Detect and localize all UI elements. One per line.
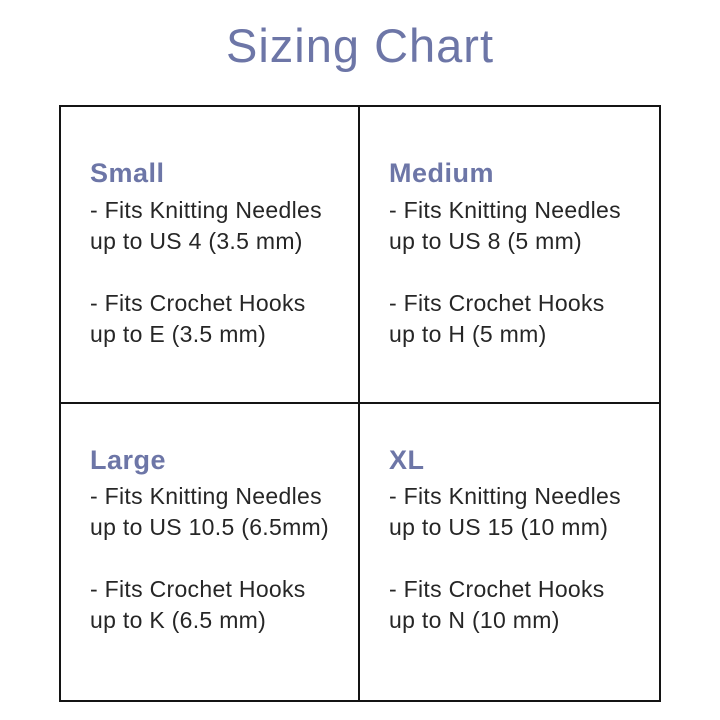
crochet-spec-line: - Fits Crochet Hooks bbox=[389, 289, 605, 316]
spec-gap bbox=[389, 543, 651, 574]
spec-gap bbox=[90, 543, 350, 574]
knitting-spec-line: - Fits Knitting Needles bbox=[90, 196, 322, 223]
knitting-spec-line: up to US 4 (3.5 mm) bbox=[90, 227, 303, 254]
size-label-small: Small bbox=[90, 158, 165, 188]
knitting-spec-line: - Fits Knitting Needles bbox=[389, 483, 621, 510]
size-cell-small bbox=[61, 107, 360, 404]
spec-gap bbox=[389, 257, 651, 288]
crochet-spec-line: - Fits Crochet Hooks bbox=[90, 289, 306, 316]
size-cell-xl bbox=[360, 404, 659, 701]
knitting-spec-line: up to US 10.5 (6.5mm) bbox=[90, 514, 329, 541]
crochet-spec-line: up to H (5 mm) bbox=[389, 320, 547, 347]
knitting-spec-line: up to US 8 (5 mm) bbox=[389, 227, 582, 254]
sizing-grid bbox=[59, 105, 661, 702]
knitting-spec-line: - Fits Knitting Needles bbox=[90, 483, 322, 510]
crochet-spec-line: up to N (10 mm) bbox=[389, 607, 560, 634]
crochet-spec-line: up to E (3.5 mm) bbox=[90, 320, 267, 347]
knitting-spec-line: - Fits Knitting Needles bbox=[389, 196, 621, 223]
size-label-xl: XL bbox=[389, 444, 425, 475]
size-cell-large bbox=[61, 404, 360, 701]
page-title: Sizing Chart bbox=[226, 19, 494, 72]
crochet-spec-line: - Fits Crochet Hooks bbox=[389, 576, 605, 603]
knitting-spec-line: up to US 15 (10 mm) bbox=[389, 514, 609, 541]
size-label-medium: Medium bbox=[389, 158, 495, 188]
size-cell-medium bbox=[360, 107, 659, 404]
spec-gap bbox=[90, 257, 350, 288]
size-label-large: Large bbox=[90, 444, 167, 475]
crochet-spec-line: up to K (6.5 mm) bbox=[90, 607, 267, 634]
crochet-spec-line: - Fits Crochet Hooks bbox=[90, 576, 306, 603]
